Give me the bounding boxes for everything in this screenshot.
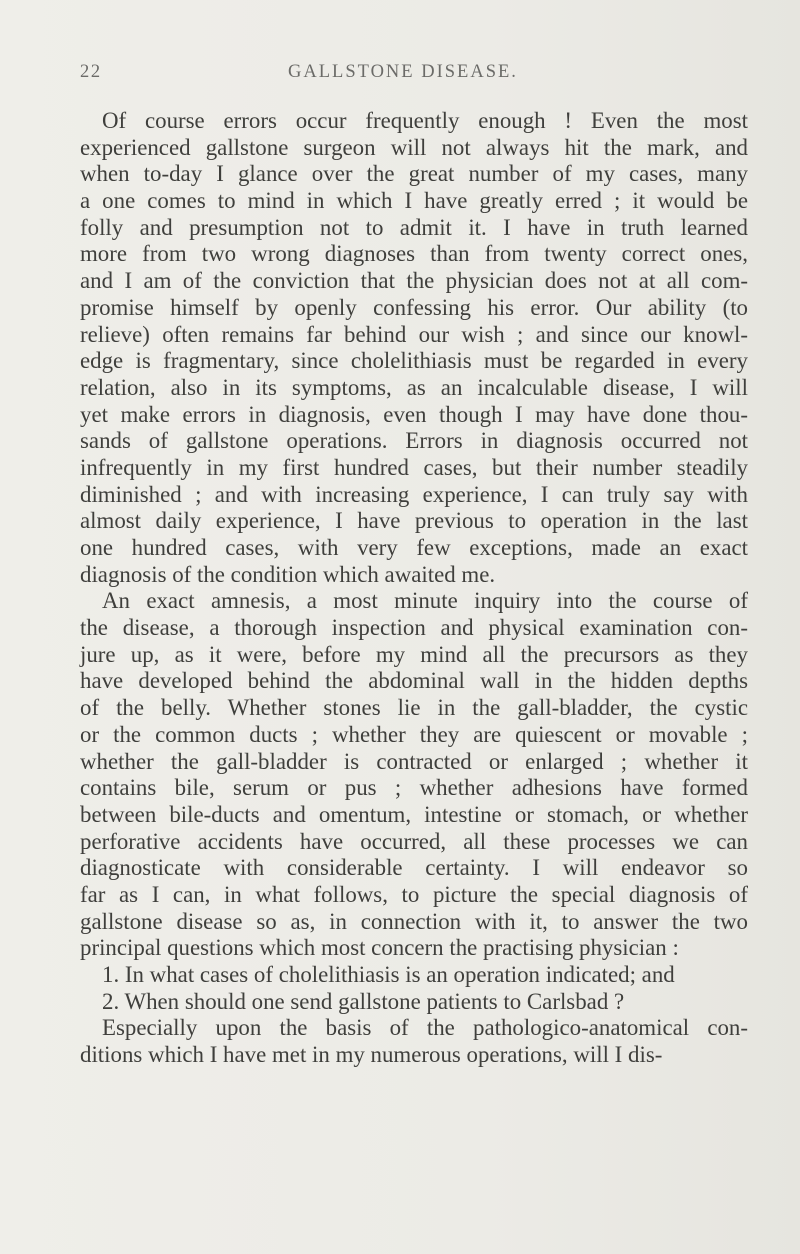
text-line: perforative accidents have occurred, all these processes we can — [80, 828, 748, 854]
text-line: promise himself by openly confessing his error. Our ability (to — [80, 294, 748, 320]
text-line: 2. When should one send gallstone patients to Carlsbad ? — [102, 988, 625, 1014]
text-line: gallstone disease so as, in connection with it, to answer the two — [80, 908, 748, 934]
text-line: principal questions which most concern the practising physician : — [80, 935, 679, 961]
text-line: edge is fragmentary, since cholelithiasis must be regarded in every — [80, 348, 748, 374]
text-line: diagnosis of the condition which awaited me. — [80, 561, 496, 587]
page-number: 22 — [80, 62, 102, 82]
text-line: almost daily experience, I have previous to operation in the last — [80, 508, 748, 534]
text-line: sands of gallstone operations. Errors in diagnosis occurred not — [80, 428, 748, 454]
numbered-item — [80, 989, 748, 1016]
text-line: folly and presumption not to admit it. I have in truth learned — [80, 214, 748, 240]
numbered-item — [80, 962, 748, 989]
paragraph — [80, 588, 748, 962]
text-line: jure up, as it were, before my mind all the precursors as they — [80, 641, 748, 667]
body-text — [80, 108, 748, 1069]
text-line: Especially upon the basis of the pathologico-anatomical con- — [102, 1015, 748, 1041]
running-title: GALLSTONE DISEASE. — [288, 62, 518, 82]
text-line: Of course errors occur frequently enough ! Even the most — [102, 108, 748, 133]
text-line: one hundred cases, with very few exceptions, made an exact — [80, 535, 748, 560]
text-line: ditions which I have met in my numerous operations, will I dis- — [80, 1042, 663, 1068]
text-line: experienced gallstone surgeon will not always hit the mark, and — [80, 134, 748, 160]
text-line: relieve) often remains far behind our wish ; and since our knowl- — [80, 321, 748, 347]
text-line: a one comes to mind in which I have greatly erred ; it would be — [80, 188, 748, 214]
text-line: diagnosticate with considerable certainty. I will endeavor so — [80, 855, 748, 881]
text-line: or the common ducts ; whether they are quiescent or movable ; — [80, 721, 748, 747]
text-line: when to-day I glance over the great number of my cases, many — [80, 161, 748, 187]
text-line: contains bile, serum or pus ; whether adhesions have formed — [80, 775, 748, 801]
text-line: and I am of the conviction that the physician does not at all com- — [80, 268, 748, 294]
text-line: 1. In what cases of cholelithiasis is an operation indicated; and — [102, 962, 675, 987]
text-line: diminished ; and with increasing experience, I can truly say with — [80, 481, 748, 507]
text-line: have developed behind the abdominal wall in the hidden depths — [80, 668, 748, 694]
text-line: infrequently in my first hundred cases, but their number steadily — [80, 454, 748, 480]
text-line: far as I can, in what follows, to picture the special diagnosis of — [80, 881, 748, 907]
running-head — [80, 62, 740, 88]
text-line: more from two wrong diagnoses than from twenty correct ones, — [80, 241, 748, 267]
paragraph — [80, 1015, 748, 1068]
text-line: An exact amnesis, a most minute inquiry into the course of — [102, 588, 748, 614]
text-line: between bile-ducts and omentum, intestine or stomach, or whether — [80, 801, 748, 827]
text-line: relation, also in its symptoms, as an incalculable disease, I will — [80, 374, 748, 400]
text-line: yet make errors in diagnosis, even though I may have done thou- — [80, 401, 748, 427]
text-line: of the belly. Whether stones lie in the gall-bladder, the cystic — [80, 695, 748, 721]
paragraph — [80, 108, 748, 588]
text-line: whether the gall-bladder is contracted or enlarged ; whether it — [80, 748, 748, 774]
text-line: the disease, a thorough inspection and physical examination con- — [80, 615, 748, 641]
